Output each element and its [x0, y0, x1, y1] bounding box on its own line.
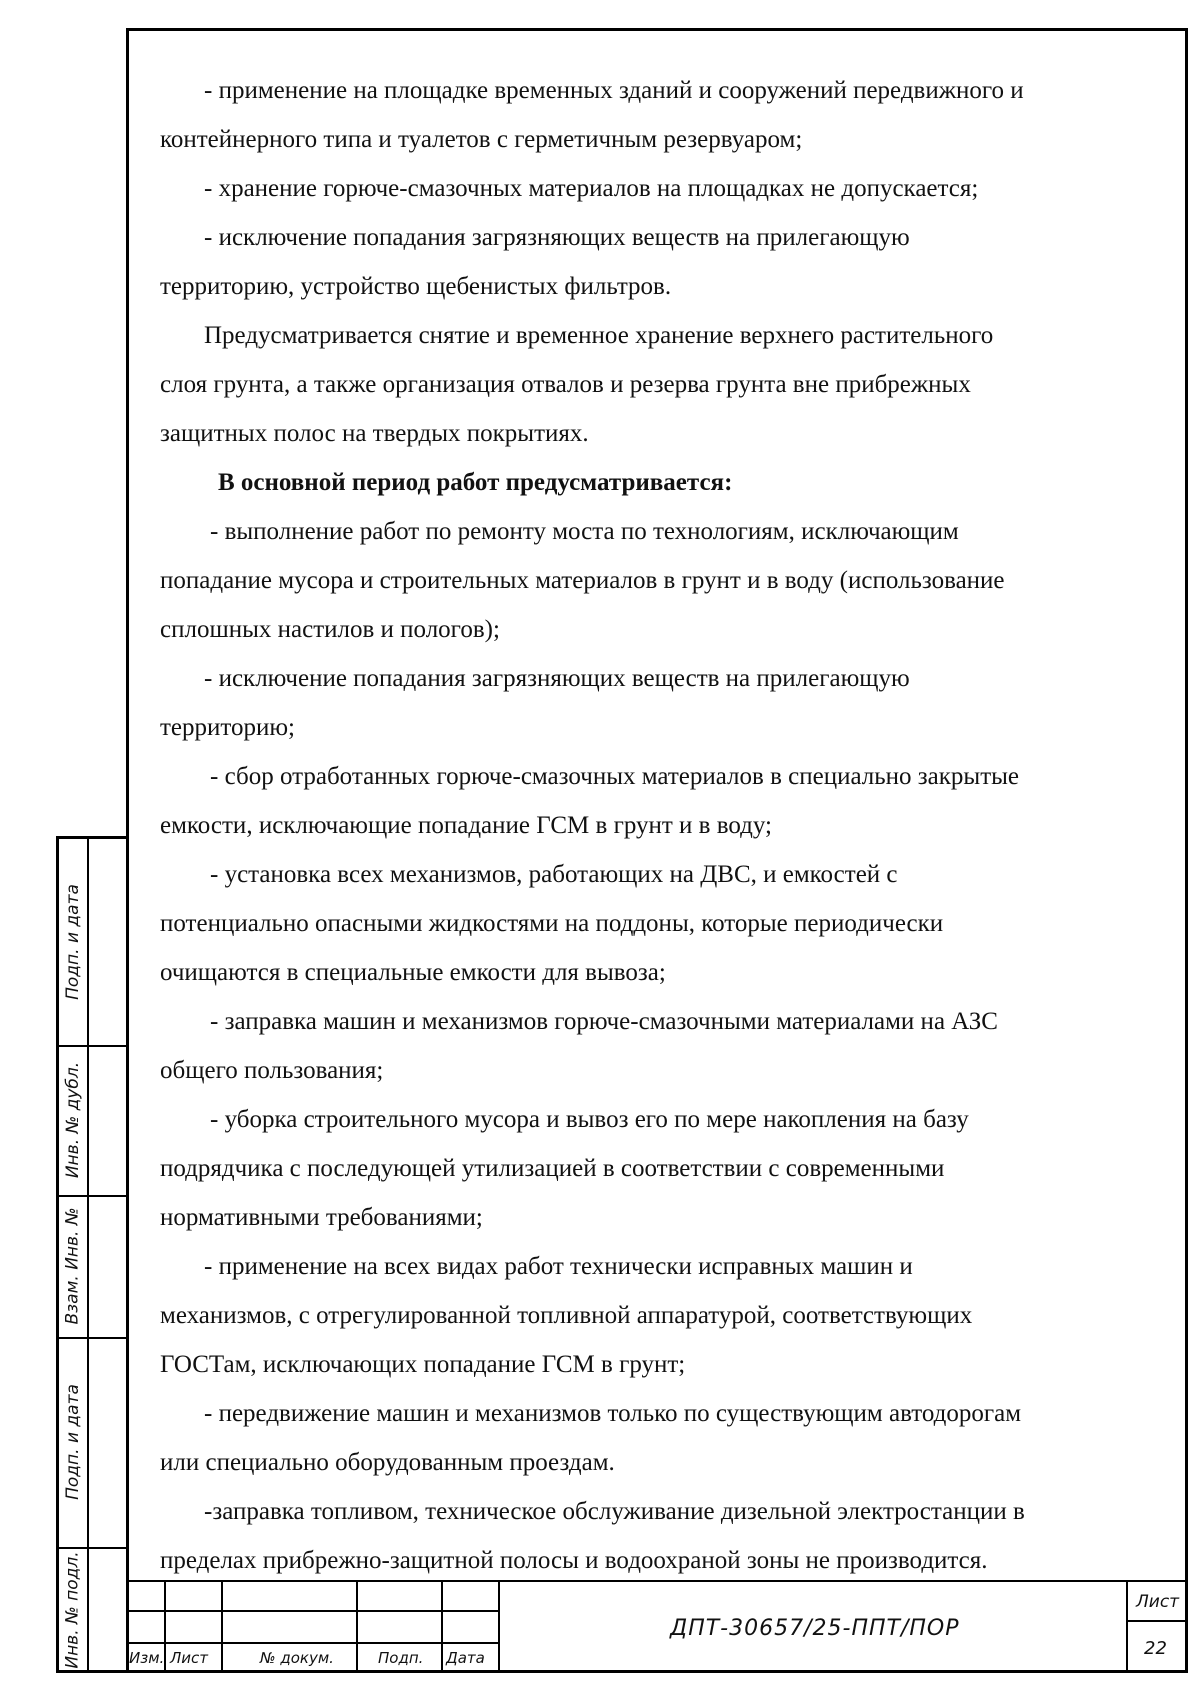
text-line: -заправка топливом, техническое обслуживание дизельной электростанции в — [204, 1498, 1025, 1525]
text-line: очищаются в специальные емкости для вывоза; — [160, 959, 666, 986]
tb-sheet-label: Лист — [1136, 1592, 1180, 1612]
tb-list-label: Лист — [170, 1649, 209, 1667]
text-line: - применение на площадке временных зданий и сооружений передвижного и — [204, 77, 1024, 104]
side-label-podp-data-1: Подп. и дата — [63, 884, 83, 1000]
tb-izm-label: Изм. — [129, 1649, 165, 1667]
tb-sheet-number: 22 — [1144, 1638, 1167, 1659]
tb-data-label: Дата — [446, 1649, 485, 1667]
text-line: емкости, исключающие попадание ГСМ в грунт и в воду; — [160, 812, 772, 839]
text-line: пределах прибрежно-защитной полосы и водоохраной зоны не производится. — [160, 1547, 988, 1574]
text-line: ГОСТам, исключающих попадание ГСМ в грунт; — [160, 1351, 686, 1378]
side-label-podp-data-2: Подп. и дата — [63, 1384, 83, 1500]
text-line: В основной период работ предусматривается: — [218, 469, 733, 496]
text-line: защитных полос на твердых покрытиях. — [160, 420, 589, 447]
text-line: механизмов, с отрегулированной топливной аппаратурой, соответствующих — [160, 1302, 973, 1329]
document-body — [160, 66, 1170, 1585]
text-line: - уборка строительного мусора и вывоз его по мере накопления на базу — [210, 1106, 969, 1133]
text-line: территорию; — [160, 714, 295, 741]
text-line: - выполнение работ по ремонту моста по технологиям, исключающим — [210, 518, 959, 545]
text-line: - применение на всех видах работ технически исправных машин и — [204, 1253, 913, 1280]
text-line: - заправка машин и механизмов горюче-смазочными материалами на АЗС — [210, 1008, 998, 1035]
text-line: потенциально опасными жидкостями на поддоны, которые периодически — [160, 910, 944, 937]
text-line: - исключение попадания загрязняющих веществ на прилегающую — [204, 665, 910, 692]
text-line: или специально оборудованным проездам. — [160, 1449, 615, 1476]
side-label-vzam-inv: Взам. Инв. № — [63, 1207, 83, 1325]
tb-podp-label: Подп. — [378, 1649, 424, 1667]
side-label-inv-podl: Инв. № подл. — [63, 1551, 84, 1669]
text-line: - исключение попадания загрязняющих веществ на прилегающую — [204, 224, 910, 251]
text-line: нормативными требованиями; — [160, 1204, 483, 1231]
text-line: слоя грунта, а также организация отвалов и резерва грунта вне прибрежных — [160, 371, 971, 398]
tb-nomer-dokum-label: № докум. — [260, 1649, 334, 1667]
text-line: сплошных настилов и пологов); — [160, 616, 500, 643]
title-block — [126, 1580, 1188, 1673]
text-line: общего пользования; — [160, 1057, 384, 1084]
text-line: - хранение горюче-смазочных материалов на площадках не допускается; — [204, 175, 979, 202]
text-line: территорию, устройство щебенистых фильтров. — [160, 273, 672, 300]
side-stamp — [56, 836, 126, 1673]
text-line: - установка всех механизмов, работающих на ДВС, и емкостей с — [210, 861, 898, 888]
text-line: попадание мусора и строительных материалов в грунт и в воду (использование — [160, 567, 1005, 594]
text-line: - передвижение машин и механизмов только по существующим автодорогам — [204, 1400, 1022, 1427]
side-label-inv-dubl: Инв. № дубл. — [63, 1061, 83, 1179]
text-line: - сбор отработанных горюче-смазочных материалов в специально закрытые — [210, 763, 1020, 790]
text-line: Предусматривается снятие и временное хранение верхнего растительного — [204, 322, 994, 349]
text-line: контейнерного типа и туалетов с герметичным резервуаром; — [160, 126, 803, 153]
document-code: ДПТ-30657/25-ППТ/ПОР — [670, 1616, 960, 1641]
text-line: подрядчика с последующей утилизацией в соответствии с современными — [160, 1155, 945, 1182]
